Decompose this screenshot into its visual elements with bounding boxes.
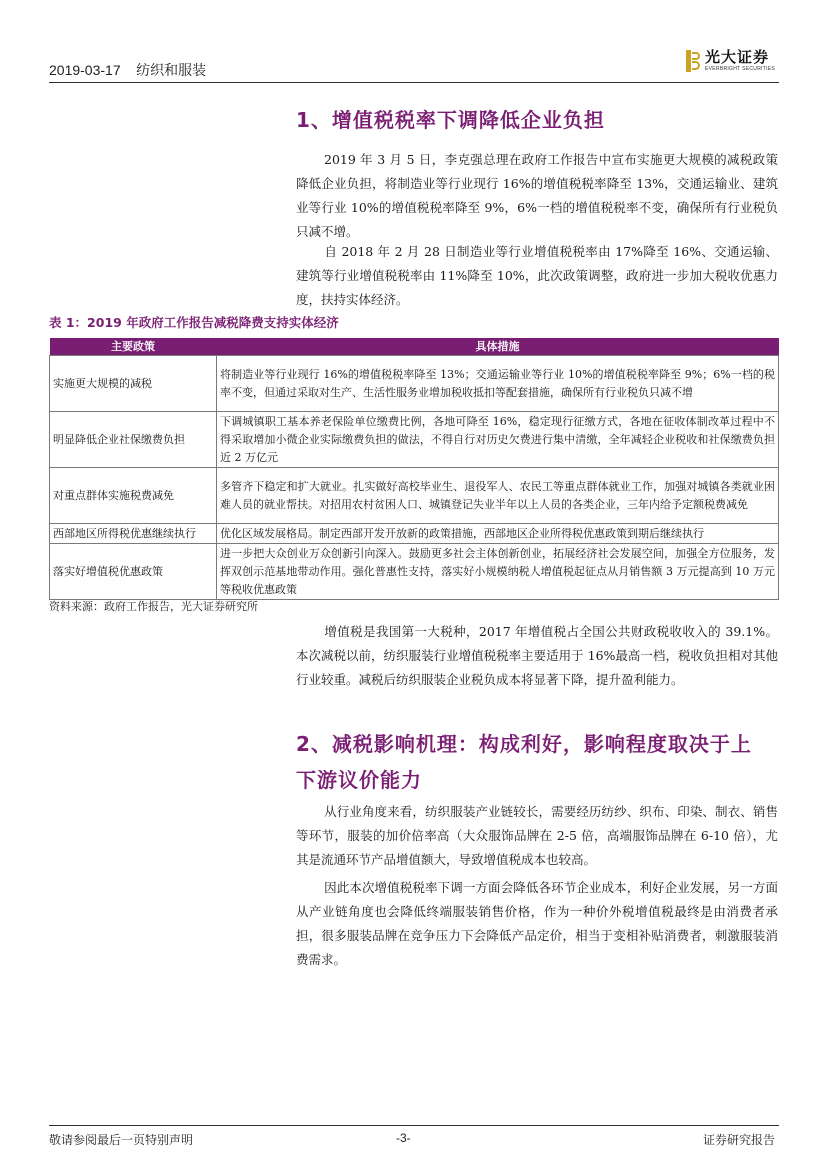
table-source-note: 资料来源：政府工作报告，光大证券研究所 [49, 600, 258, 613]
table-header-row [50, 338, 779, 356]
table-header-policy: 主要政策 [50, 338, 217, 356]
table-row [50, 412, 779, 468]
footer-page-number: -3- [396, 1131, 411, 1145]
table-cell-policy: 明显降低企业社保缴费负担 [50, 412, 217, 468]
everbright-logo-icon [686, 50, 700, 72]
section1-paragraph-1 [296, 148, 778, 244]
section2-p2-text: 因此本次增值税税率下调一方面会降低各环节企业成本，利好企业发展，另一方面从产业链角度也会降低终端服装销售价格，作为一种价外税增值税最终是由消费者承担，很多服装品牌在竞争压力下会降低产品定价，相当于变相补贴消费者，刺激服装消费需求。 [296, 880, 778, 967]
section2-paragraph-2 [296, 876, 778, 972]
table-cell-measures: 将制造业等行业现行 16%的增值税税率降至 13%；交通运输业等行业 10%的增值税税率降至 9%；6%一档的税率不变，但通过采取对生产、生活性服务业增加税收抵扣等配套措施，确保所有行业税负只减不增 [217, 356, 779, 412]
table-cell-policy: 对重点群体实施税费减免 [50, 468, 217, 524]
table-row [50, 468, 779, 524]
section2-paragraph-1 [296, 800, 778, 872]
section2-title-line1: 2、减税影响机理：构成利好，影响程度取决于上 [296, 732, 752, 756]
company-logo [686, 50, 775, 72]
table-cell-measures: 优化区域发展格局。制定西部开发开放新的政策措施，西部地区企业所得税优惠政策到期后继续执行 [217, 524, 779, 544]
table-header-measures: 具体措施 [217, 338, 779, 356]
table-cell-measures: 下调城镇职工基本养老保险单位缴费比例，各地可降至 16%，稳定现行征缴方式，各地在征收体制改革过程中不得采取增加小微企业实际缴费负担的做法，不得自行对历史欠费进行集中清缴，全年减轻企业税收和社保缴费负担近 2 万亿元 [217, 412, 779, 468]
table-cell-policy: 西部地区所得税优惠继续执行 [50, 524, 217, 544]
section1-title: 1、增值税税率下调降低企业负担 [296, 108, 605, 132]
table-cell-policy: 落实好增值税优惠政策 [50, 544, 217, 600]
section2-p1-text: 从行业角度来看，纺织服装产业链较长，需要经历纺纱、织布、印染、制衣、销售等环节，服装的加价倍率高（大众服饰品牌在 2-5 倍，高端服饰品牌在 6-10 倍），尤其是流通环节产品增值额大，导致增值税成本也较高。 [296, 804, 778, 867]
header-date-section: 2019-03-17 纺织和服装 [49, 62, 207, 78]
policy-table [49, 338, 779, 600]
section1-p1-text: 2019 年 3 月 5 日，李克强总理在政府工作报告中宣布实施更大规模的减税政策降低企业负担，将制造业等行业现行 16%的增值税税率降至 13%，交通运输业、建筑业等行业 10%的增值税税率降至 9%，6%一档的增值税税率不变，确保所有行业税负只减不增。 [296, 152, 778, 239]
table-row [50, 544, 779, 600]
vat-paragraph-text: 增值税是我国第一大税种，2017 年增值税占全国公共财政税收收入的 39.1%。本次减税以前，纺织服装行业增值税税率主要适用于 16%最高一档，税收负担相对其他行业较重。减税后纺织服装企业税负成本将显著下降，提升盈利能力。 [296, 624, 778, 687]
table-cell-measures: 进一步把大众创业万众创新引向深入。鼓励更多社会主体创新创业，拓展经济社会发展空间，加强全方位服务，发挥双创示范基地带动作用。强化普惠性支持，落实好小规模纳税人增值税起征点从月销售额 3 万元提高到 10 万元等税收优惠政策 [217, 544, 779, 600]
table-cell-measures: 多管齐下稳定和扩大就业。扎实做好高校毕业生、退役军人、农民工等重点群体就业工作，加强对城镇各类就业困难人员的就业帮扶。对招用农村贫困人口、城镇登记失业半年以上人员的各类企业，三年内给予定额税费减免 [217, 468, 779, 524]
vat-paragraph [296, 620, 778, 692]
logo-name-en: EVERBRIGHT SECURITIES [705, 66, 776, 72]
table-title: 表 1：2019 年政府工作报告减税降费支持实体经济 [49, 315, 339, 330]
table-cell-policy: 实施更大规模的减税 [50, 356, 217, 412]
section2-title [296, 726, 752, 798]
header-divider [49, 82, 779, 83]
table-row [50, 356, 779, 412]
footer-divider [49, 1125, 779, 1126]
section1-p2-text: 自 2018 年 2 月 28 日制造业等行业增值税税率由 17%降至 16%、交通运输、建筑等行业增值税税率由 11%降至 10%，此次政策调整，政府进一步加大税收优惠力度，扶持实体经济。 [296, 244, 778, 307]
section1-paragraph-2 [296, 240, 778, 312]
section2-title-line2: 下游议价能力 [296, 768, 422, 792]
table-row [50, 524, 779, 544]
footer-report-type: 证券研究报告 [703, 1133, 776, 1147]
logo-name-cn: 光大证券 [705, 48, 770, 66]
footer-disclaimer: 敬请参阅最后一页特别声明 [49, 1133, 194, 1147]
